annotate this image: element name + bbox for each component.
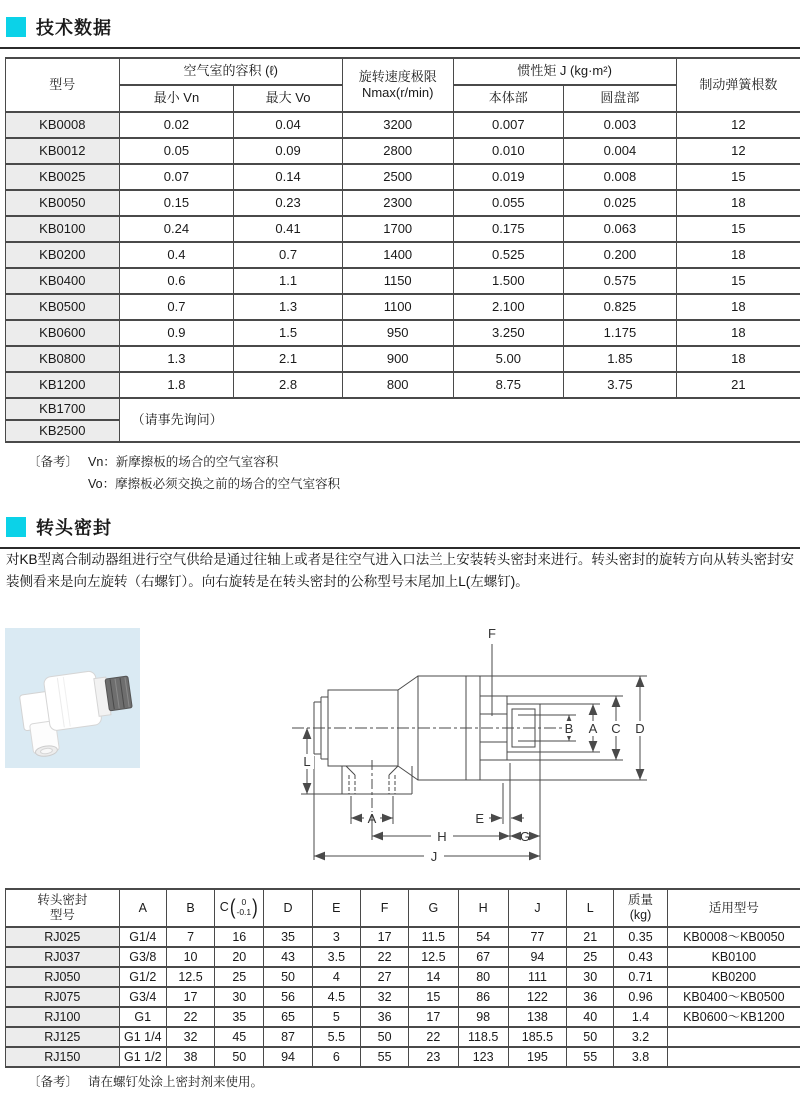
value-cell: 0.23	[234, 190, 343, 216]
table-row	[6, 320, 800, 346]
value-cell: 45	[215, 1027, 264, 1047]
value-cell: 80	[458, 967, 508, 987]
value-cell: 2.1	[234, 346, 343, 372]
value-cell: 1400	[342, 242, 453, 268]
value-cell: 17	[166, 987, 214, 1007]
speed-label-line1: 旋转速度极限	[358, 68, 437, 84]
speed-label-line2: Nmax(r/min)	[361, 85, 434, 100]
value-cell: 1100	[342, 294, 453, 320]
value-cell: 900	[342, 346, 453, 372]
dim-label-f: F	[488, 626, 496, 641]
value-cell: 98	[458, 1007, 508, 1027]
value-cell: 4	[312, 967, 360, 987]
section-header-rotary-seal	[0, 514, 800, 549]
value-cell: 2.8	[234, 372, 343, 398]
value-cell: 800	[342, 372, 453, 398]
value-cell: 54	[458, 927, 508, 947]
value-cell: G1	[119, 1007, 166, 1027]
col-header-f: F	[360, 889, 408, 927]
dim-label-j: J	[430, 849, 438, 864]
value-cell: 15	[676, 268, 800, 294]
paren-close: )	[252, 895, 258, 919]
col-header-model: 型号	[6, 58, 120, 112]
value-cell: 16	[215, 927, 264, 947]
col-header-a: A	[119, 889, 166, 927]
value-cell: 185.5	[508, 1027, 566, 1047]
value-cell	[667, 1047, 800, 1067]
value-cell: 18	[676, 242, 800, 268]
inquiry-note-cell: （请事先询问）	[119, 398, 800, 442]
value-cell: 86	[458, 987, 508, 1007]
value-cell: 32	[166, 1027, 214, 1047]
value-cell: 1.4	[614, 1007, 667, 1027]
value-cell: 18	[676, 320, 800, 346]
col-header-max-vo: 最大 Vo	[234, 85, 343, 112]
note-vo: Vo：摩擦板必须交换之前的场合的空气室容积	[88, 476, 341, 491]
value-cell: 18	[676, 346, 800, 372]
value-cell: 43	[264, 947, 312, 967]
value-cell: G1 1/2	[119, 1047, 166, 1067]
value-cell: 20	[215, 947, 264, 967]
value-cell: 0.07	[119, 164, 234, 190]
table-row	[6, 190, 800, 216]
table-row	[6, 987, 800, 1007]
value-cell: 111	[508, 967, 566, 987]
value-cell	[667, 1027, 800, 1047]
value-cell: 0.003	[564, 112, 677, 138]
value-cell: 1.3	[234, 294, 343, 320]
value-cell: 0.9	[119, 320, 234, 346]
value-cell: 1.85	[564, 346, 677, 372]
table-row	[6, 346, 800, 372]
value-cell: 0.4	[119, 242, 234, 268]
col-header-mass	[614, 889, 667, 927]
model-cell: KB0025	[6, 164, 120, 190]
value-cell: 1.500	[453, 268, 564, 294]
col-header-min-vn: 最小 Vn	[119, 85, 234, 112]
value-cell: 17	[360, 927, 408, 947]
col-header-j: J	[508, 889, 566, 927]
value-cell: 138	[508, 1007, 566, 1027]
value-cell: 65	[264, 1007, 312, 1027]
value-cell: 22	[409, 1027, 458, 1047]
table-row	[6, 138, 800, 164]
value-cell: 1.1	[234, 268, 343, 294]
value-cell: 0.24	[119, 216, 234, 242]
model-cell: KB2500	[6, 420, 120, 442]
value-cell: 15	[409, 987, 458, 1007]
value-cell: 122	[508, 987, 566, 1007]
value-cell: 0.71	[614, 967, 667, 987]
value-cell: 36	[360, 1007, 408, 1027]
value-cell: 8.75	[453, 372, 564, 398]
value-cell: 3.2	[614, 1027, 667, 1047]
value-cell: 0.019	[453, 164, 564, 190]
value-cell: 0.09	[234, 138, 343, 164]
value-cell: KB0200	[667, 967, 800, 987]
model-cell: KB0008	[6, 112, 120, 138]
value-cell: 0.055	[453, 190, 564, 216]
value-cell: 40	[567, 1007, 614, 1027]
dim-label-a-right: A	[588, 721, 598, 736]
value-cell: 0.41	[234, 216, 343, 242]
value-cell: 30	[215, 987, 264, 1007]
section-header-tech-data	[0, 14, 800, 49]
value-cell: 30	[567, 967, 614, 987]
section-marker-icon	[6, 517, 26, 537]
value-cell: 0.04	[234, 112, 343, 138]
value-cell: 18	[676, 294, 800, 320]
value-cell: 38	[166, 1047, 214, 1067]
inquiry-rows	[6, 398, 800, 442]
table-row	[6, 58, 800, 85]
value-cell: 0.525	[453, 242, 564, 268]
value-cell: 5.00	[453, 346, 564, 372]
note-text: 请在螺钉处涂上密封剂来使用。	[88, 1075, 264, 1089]
value-cell: 0.025	[564, 190, 677, 216]
value-cell: 50	[215, 1047, 264, 1067]
value-cell: 27	[360, 967, 408, 987]
value-cell: 18	[676, 190, 800, 216]
model-cell: KB0050	[6, 190, 120, 216]
table-row	[6, 216, 800, 242]
value-cell: 21	[567, 927, 614, 947]
table-row	[6, 1007, 800, 1027]
value-cell: 1150	[342, 268, 453, 294]
model-cell: KB0012	[6, 138, 120, 164]
table-row	[6, 398, 800, 420]
value-cell: 94	[264, 1047, 312, 1067]
value-cell: 15	[676, 164, 800, 190]
model-cell: RJ150	[6, 1047, 120, 1067]
section-title: 转头密封	[36, 518, 112, 538]
value-cell: 21	[676, 372, 800, 398]
seal-table-header	[6, 889, 800, 927]
value-cell: 14	[409, 967, 458, 987]
value-cell: 1.8	[119, 372, 234, 398]
table-row	[6, 268, 800, 294]
model-cell: KB1200	[6, 372, 120, 398]
seal-table-body	[6, 927, 800, 1067]
col-header-springs: 制动弹簧根数	[676, 58, 800, 112]
value-cell: KB0600～KB1200	[667, 1007, 800, 1027]
value-cell: 50	[567, 1027, 614, 1047]
dim-label-c: C	[611, 721, 621, 736]
model-cell: RJ125	[6, 1027, 120, 1047]
table-row	[6, 372, 800, 398]
model-cell: KB0800	[6, 346, 120, 372]
value-cell: G1 1/4	[119, 1027, 166, 1047]
col-header-speed	[342, 58, 453, 112]
value-cell: 35	[264, 927, 312, 947]
value-cell: 3	[312, 927, 360, 947]
value-cell: 6	[312, 1047, 360, 1067]
value-cell: 950	[342, 320, 453, 346]
model-cell: RJ025	[6, 927, 120, 947]
value-cell: 3.75	[564, 372, 677, 398]
col-header-c	[215, 889, 264, 927]
value-cell: 5.5	[312, 1027, 360, 1047]
value-cell: 118.5	[458, 1027, 508, 1047]
c-tol-lower: -0.1	[236, 906, 252, 917]
table-row	[6, 112, 800, 138]
tech-data-table	[5, 57, 800, 443]
value-cell: 17	[409, 1007, 458, 1027]
value-cell: 0.35	[614, 927, 667, 947]
rotary-seal-photo	[5, 628, 140, 768]
seal-table-note	[28, 1072, 263, 1094]
rotary-seal-description: 对KB型离合制动器组进行空气供给是通过往轴上或者是往空气进入口法兰上安装转头密封来进行。转头密封的旋转方向从转头密封安装侧看来是向左旋转（右螺钉）。向右旋转是在转头密封的公称型号末尾加上L(左螺钉)。	[6, 552, 794, 590]
value-cell: 3.5	[312, 947, 360, 967]
value-cell: 3.8	[614, 1047, 667, 1067]
value-cell: 3200	[342, 112, 453, 138]
col-header-seal-model	[6, 889, 120, 927]
paren-open: (	[229, 895, 236, 919]
section-title: 技术数据	[36, 18, 112, 38]
note-vn: Vn：新摩擦板的场合的空气室容积	[88, 455, 279, 469]
value-cell: 12	[676, 138, 800, 164]
value-cell: 0.575	[564, 268, 677, 294]
value-cell: 25	[215, 967, 264, 987]
table-row	[6, 164, 800, 190]
model-cell: KB0100	[6, 216, 120, 242]
value-cell: 0.007	[453, 112, 564, 138]
value-cell: 12.5	[166, 967, 214, 987]
col-header-air-volume: 空气室的容积 (ℓ)	[119, 58, 342, 85]
notes-body	[88, 452, 340, 496]
value-cell: 25	[567, 947, 614, 967]
value-cell: 195	[508, 1047, 566, 1067]
value-cell: G1/4	[119, 927, 166, 947]
col-header-body-part: 本体部	[453, 85, 564, 112]
value-cell: KB0100	[667, 947, 800, 967]
value-cell: 1.3	[119, 346, 234, 372]
table-row	[6, 1027, 800, 1047]
table-row	[6, 889, 800, 927]
value-cell: G3/8	[119, 947, 166, 967]
dim-label-h: H	[437, 829, 447, 844]
value-cell: G1/2	[119, 967, 166, 987]
value-cell: 32	[360, 987, 408, 1007]
c-label: C	[219, 900, 229, 915]
notes-label: 〔备考〕	[28, 1075, 79, 1089]
dim-label-a-bottom: A	[367, 811, 377, 826]
value-cell: 2.100	[453, 294, 564, 320]
value-cell: 1.5	[234, 320, 343, 346]
value-cell: 50	[264, 967, 312, 987]
value-cell: 1700	[342, 216, 453, 242]
value-cell: 0.43	[614, 947, 667, 967]
value-cell: 0.02	[119, 112, 234, 138]
value-cell: 0.004	[564, 138, 677, 164]
model-cell: KB0500	[6, 294, 120, 320]
value-cell: 0.200	[564, 242, 677, 268]
value-cell: 15	[676, 216, 800, 242]
value-cell: 36	[567, 987, 614, 1007]
value-cell: 0.010	[453, 138, 564, 164]
value-cell: 55	[567, 1047, 614, 1067]
mass-label-line2: (kg)	[629, 908, 652, 922]
col-header-disc-part: 圆盘部	[564, 85, 677, 112]
value-cell: 77	[508, 927, 566, 947]
model-cell: KB0400	[6, 268, 120, 294]
value-cell: 50	[360, 1027, 408, 1047]
col-header-applicable: 适用型号	[667, 889, 800, 927]
c-tol-upper: 0	[241, 897, 247, 908]
seal-model-label-line2: 型号	[49, 908, 75, 922]
model-cell: RJ050	[6, 967, 120, 987]
table-row	[6, 947, 800, 967]
value-cell: KB0008～KB0050	[667, 927, 800, 947]
value-cell: 0.7	[119, 294, 234, 320]
section-marker-icon	[6, 17, 26, 37]
table-row	[6, 242, 800, 268]
value-cell: 3.250	[453, 320, 564, 346]
model-cell: KB0600	[6, 320, 120, 346]
table-row	[6, 1047, 800, 1067]
value-cell: 12	[676, 112, 800, 138]
value-cell: 23	[409, 1047, 458, 1067]
value-cell: G3/4	[119, 987, 166, 1007]
value-cell: 2300	[342, 190, 453, 216]
value-cell: 0.15	[119, 190, 234, 216]
model-cell: RJ100	[6, 1007, 120, 1027]
table-row	[6, 967, 800, 987]
value-cell: 12.5	[409, 947, 458, 967]
value-cell: 22	[166, 1007, 214, 1027]
value-cell: 4.5	[312, 987, 360, 1007]
value-cell: 2500	[342, 164, 453, 190]
value-cell: 0.008	[564, 164, 677, 190]
value-cell: 67	[458, 947, 508, 967]
value-cell: 55	[360, 1047, 408, 1067]
value-cell: 0.96	[614, 987, 667, 1007]
dim-label-d: D	[635, 721, 645, 736]
value-cell: KB0400～KB0500	[667, 987, 800, 1007]
value-cell: 7	[166, 927, 214, 947]
rotary-seal-dimension-drawing	[288, 618, 693, 882]
value-cell: 87	[264, 1027, 312, 1047]
value-cell: 5	[312, 1007, 360, 1027]
seal-model-label-line1: 转头密封	[37, 893, 88, 907]
mass-label-line1: 质量	[628, 893, 654, 907]
col-header-d: D	[264, 889, 312, 927]
col-header-h: H	[458, 889, 508, 927]
value-cell: 0.05	[119, 138, 234, 164]
model-cell: RJ075	[6, 987, 120, 1007]
value-cell: 0.825	[564, 294, 677, 320]
col-header-b: B	[166, 889, 214, 927]
value-cell: 2800	[342, 138, 453, 164]
value-cell: 0.6	[119, 268, 234, 294]
table-row	[6, 927, 800, 947]
dim-label-e: E	[475, 811, 484, 826]
value-cell: 0.14	[234, 164, 343, 190]
col-header-g: G	[409, 889, 458, 927]
model-cell: RJ037	[6, 947, 120, 967]
col-header-inertia: 惯性矩 J (kg·m²)	[453, 58, 676, 85]
value-cell: 22	[360, 947, 408, 967]
dim-label-l: L	[303, 754, 311, 769]
seal-dimension-table	[5, 888, 800, 1068]
notes-label: 〔备考〕	[28, 455, 79, 469]
value-cell: 56	[264, 987, 312, 1007]
tech-table-notes	[28, 452, 340, 496]
col-header-l: L	[567, 889, 614, 927]
value-cell: 0.063	[564, 216, 677, 242]
value-cell: 35	[215, 1007, 264, 1027]
value-cell: 123	[458, 1047, 508, 1067]
col-header-e: E	[312, 889, 360, 927]
dim-label-g: G	[519, 829, 531, 844]
model-cell: KB1700	[6, 398, 120, 420]
value-cell: 0.7	[234, 242, 343, 268]
table-row	[6, 294, 800, 320]
value-cell: 11.5	[409, 927, 458, 947]
tech-table-body	[6, 112, 800, 398]
dim-label-b: B	[564, 721, 574, 736]
value-cell: 94	[508, 947, 566, 967]
value-cell: 10	[166, 947, 214, 967]
value-cell: 0.175	[453, 216, 564, 242]
tech-table-header	[6, 58, 800, 112]
model-cell: KB0200	[6, 242, 120, 268]
value-cell: 1.175	[564, 320, 677, 346]
